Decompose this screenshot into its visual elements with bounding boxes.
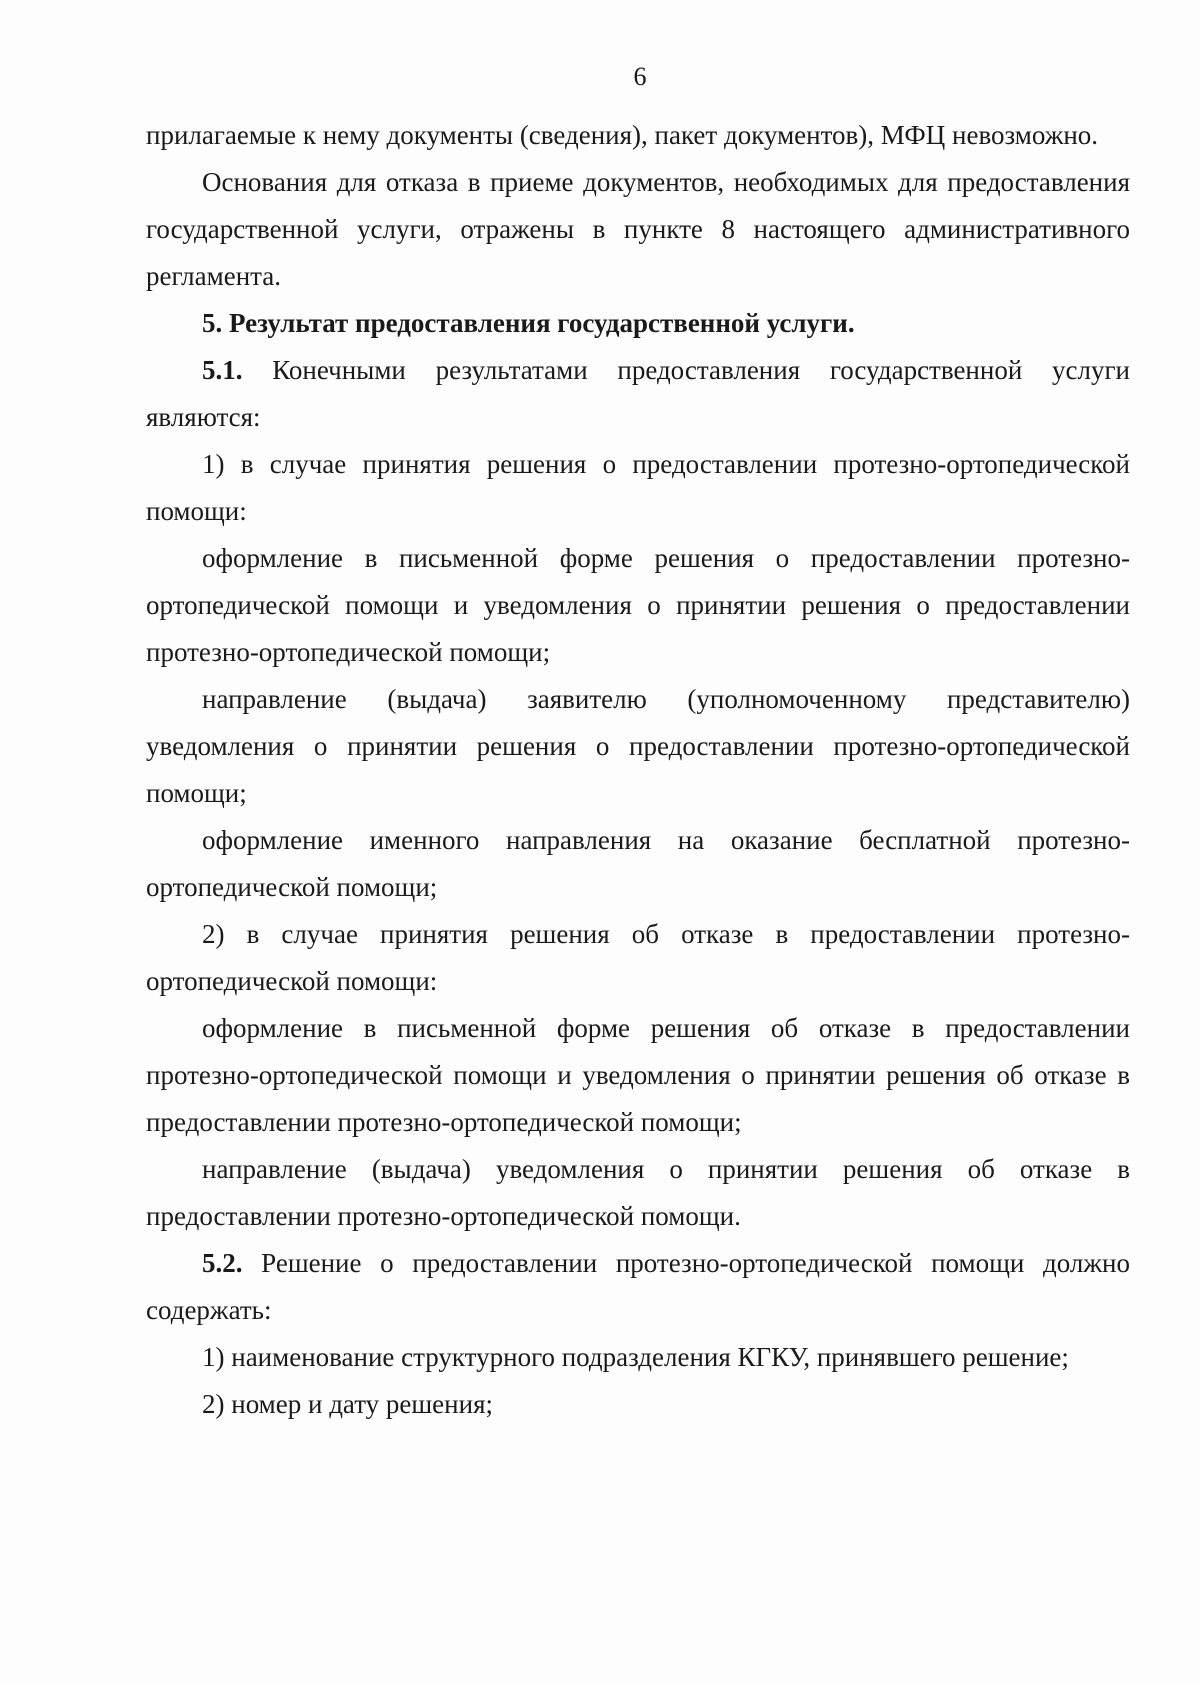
paragraph-item-1: 1) в случае принятия решения о предоставлении протезно-ортопедической помощи: bbox=[146, 449, 1130, 526]
section-heading-5: 5. Результат предоставления государственной услуги. bbox=[202, 308, 855, 338]
paragraph-item-1-b: направление (выдача) заявителю (уполномоченному представителю) уведомления о принятии решения о предоставлении протезно-ортопедической помощи; bbox=[146, 684, 1130, 808]
paragraph-item-2: 2) в случае принятия решения об отказе в предоставлении протезно-ортопедической помощи: bbox=[146, 919, 1130, 996]
clause-text-5-1: Конечными результатами предоставления государственной услуги являются: bbox=[146, 355, 1130, 432]
paragraph-5-2-item-1: 1) наименование структурного подразделения КГКУ, принявшего решение; bbox=[202, 1342, 1069, 1372]
page-number: 6 bbox=[633, 62, 647, 91]
paragraph-5-2-item-2: 2) номер и дату решения; bbox=[202, 1389, 493, 1419]
paragraph-5-1 bbox=[146, 347, 1130, 441]
clause-number-5-2: 5.2. bbox=[202, 1248, 243, 1278]
paragraph-refusal-grounds: Основания для отказа в приеме документов, необходимых для предоставления государственной услуги, отражены в пункте 8 настоящего административного регламента. bbox=[146, 167, 1130, 291]
clause-number-5-1: 5.1. bbox=[202, 355, 243, 385]
paragraph-5-2 bbox=[146, 1240, 1130, 1334]
paragraph-item-1-c: оформление именного направления на оказание бесплатной протезно-ортопедической помощи; bbox=[146, 825, 1130, 902]
document-body bbox=[146, 112, 1130, 1428]
clause-text-5-2: Решение о предоставлении протезно-ортопедической помощи должно содержать: bbox=[146, 1248, 1130, 1325]
paragraph-item-2-b: направление (выдача) уведомления о принятии решения об отказе в предоставлении протезно-ортопедической помощи. bbox=[146, 1154, 1130, 1231]
paragraph-item-2-a: оформление в письменной форме решения об отказе в предоставлении протезно-ортопедической помощи и уведомления о принятии решения об отказе в предоставлении протезно-ортопедической помощи; bbox=[146, 1013, 1130, 1137]
paragraph-continuation: прилагаемые к нему документы (сведения), пакет документов), МФЦ невозможно. bbox=[146, 120, 1099, 150]
paragraph-item-1-a: оформление в письменной форме решения о предоставлении протезно-ортопедической помощи и уведомления о принятии решения о предоставлении протезно-ортопедической помощи; bbox=[146, 543, 1130, 667]
